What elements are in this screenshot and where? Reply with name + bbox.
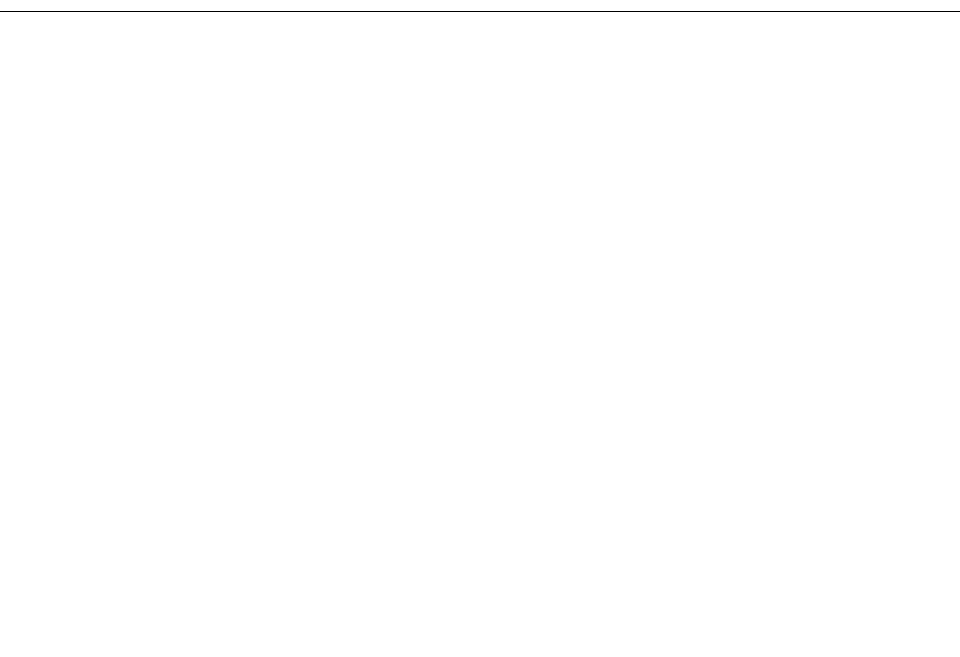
page-header	[0, 0, 960, 12]
results-table-header	[0, 531, 960, 567]
